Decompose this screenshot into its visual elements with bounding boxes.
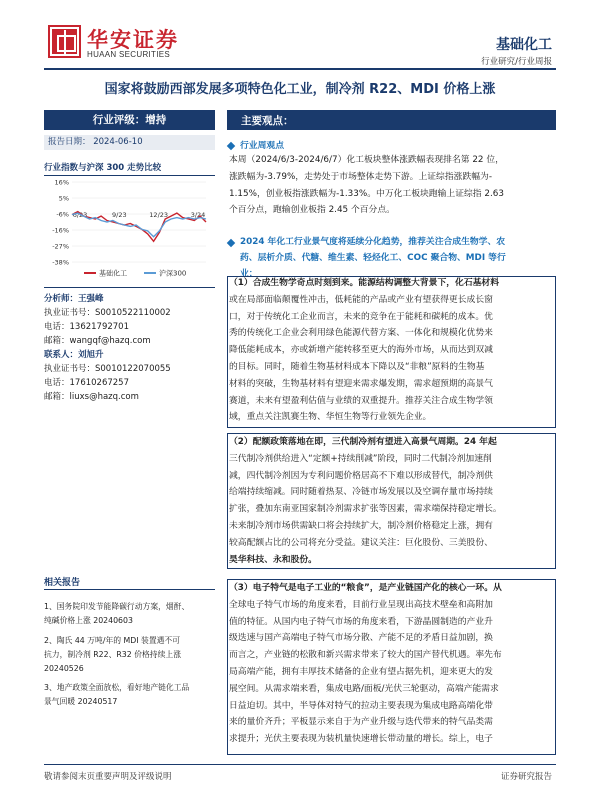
x-tick-label: 9/23 bbox=[112, 211, 127, 220]
report-category: 基础化工 bbox=[496, 37, 552, 53]
text-line: 本周（2024/6/3-2024/6/7）化工板块整体涨跌幅表现排名第 22 位， bbox=[229, 155, 504, 165]
contact-phone: 电话：17610267257 bbox=[44, 378, 129, 388]
text-line-bold: （3）电子特气是电子工业的“粮食”，是产业链国产化的核心一环。从 bbox=[229, 583, 502, 593]
text-line: 秀的传统化工企业会利用绿色能源代替方案、一体化和规模化优势来 bbox=[229, 328, 493, 339]
text-line: 涨跌幅为-3.79%，走势处于市场整体走势下游。上证综指涨跌幅为- bbox=[229, 171, 493, 182]
heading-line: 2024 年化工行业景气度将延续分化趋势，推荐关注合成生物学、农 bbox=[240, 237, 506, 247]
electronic-gas-paragraph bbox=[229, 580, 555, 748]
index-comparison-chart bbox=[44, 176, 215, 282]
report-date: 报告日期： 2024-06-10 bbox=[44, 135, 215, 150]
weekly-view-paragraph bbox=[229, 152, 555, 219]
related-report-item[interactable] bbox=[44, 600, 215, 628]
text-line: 个百分点，跑输创业板指 2.45 个百分点。 bbox=[229, 205, 395, 216]
text-line-bold: 昊华科技、永和股份。 bbox=[229, 554, 317, 565]
text-line: 扩张，叠加东南亚国家制冷剂需求扩张等因素，需求端保持稳定增长。 bbox=[229, 504, 502, 515]
series-line bbox=[72, 213, 206, 237]
logo-english: HUAAN SECURITIES bbox=[87, 50, 171, 59]
text-line: 赛道，未来有望盈利估值与业绩的双重提升。推荐关注合成生物学领 bbox=[229, 395, 493, 406]
main-points-title: 主要观点： bbox=[241, 115, 294, 127]
heading-line: 药、层析介质、代糖、维生素、轻烃化工、COC 聚合物、MDI 等行 bbox=[240, 253, 506, 263]
legend-label: 基础化工 bbox=[99, 269, 127, 278]
text-line: 展空间。从需求端来看，集成电路/面板/光伏三轮驱动，高端产能需求 bbox=[229, 683, 499, 694]
analyst-name: 分析师：王强峰 bbox=[44, 294, 104, 304]
text-line: 降低能耗成本，亦或新增产能转移至更大的海外市场，从而达到双减 bbox=[229, 345, 493, 356]
related-report-item[interactable] bbox=[44, 634, 215, 676]
page-title: 国家将鼓励西部发展多项特色化工业，制冷剂 R22、MDI 价格上涨 bbox=[104, 82, 496, 97]
related-report-line: 3、地产政策全面放松，看好地产链化工品 bbox=[44, 683, 190, 692]
text-line: 值的特征。从国内电子特气市场的角度来看，下游晶圆制造的产业升 bbox=[229, 616, 493, 627]
x-tick-label: 6/23 bbox=[72, 211, 88, 220]
text-line: 域，重点关注凯赛生物、华恒生物等行业领先企业。 bbox=[229, 412, 432, 423]
text-line: 全球电子特气市场的角度来看，目前行业呈现出高技术壁垒和高附加 bbox=[229, 599, 493, 610]
text-line: 的目标。同时，随着生物基材料成本下降以及“非粮”原料的生物基 bbox=[229, 361, 485, 372]
chart-title: 行业指数与沪深 300 走势比较 bbox=[44, 163, 162, 173]
legend-label: 沪深300 bbox=[159, 269, 187, 278]
text-line bbox=[229, 434, 555, 451]
text-line: 而言之，产业链的松散和新兴需求带来了较大的国产替代机遇。率先布 bbox=[229, 650, 502, 661]
contact-divider bbox=[44, 287, 215, 288]
text-line bbox=[229, 580, 555, 597]
text-line bbox=[229, 552, 555, 569]
text-line: 较高配额占比的公司将充分受益。建议关注：巨化股份、三美股份、 bbox=[229, 537, 493, 548]
contact-email[interactable]: 邮箱：liuxs@hazq.com bbox=[44, 392, 139, 402]
footer-label: 证券研究报告 bbox=[500, 772, 552, 782]
text-line: 1.15%，创业板指涨跌幅为-1.33%。中万化工板块跑输上证综指 2.63 bbox=[229, 188, 504, 199]
related-report-line: 20240526 bbox=[44, 664, 84, 673]
analyst-email[interactable]: 邮箱：wangqf@hazq.com bbox=[44, 336, 151, 346]
text-line: 材料的突破，生物基材料有望迎来需求爆发期，需求超预期的高景气 bbox=[229, 378, 493, 389]
text-line: 未来制冷剂市场供需缺口将会持续扩大，制冷剂价格稳定上涨，拥有 bbox=[229, 520, 493, 531]
related-reports-title: 相关报告 bbox=[44, 578, 81, 588]
main-points-header bbox=[227, 110, 556, 130]
y-tick-label: 5% bbox=[58, 194, 69, 203]
weekly-view-heading: 行业周观点 bbox=[240, 141, 284, 151]
industry-rating: 行业评级：增持 bbox=[44, 110, 215, 130]
y-tick-label: -27% bbox=[52, 242, 69, 251]
footer-disclaimer[interactable]: 敬请参阅末页重要声明及评级说明 bbox=[44, 772, 172, 782]
synthetic-biology-paragraph bbox=[229, 275, 555, 426]
text-line: 三代制冷剂供给进入“定额+持续削减”阶段，同时二代制冷剂加速削 bbox=[229, 453, 492, 464]
text-line: 求提升；光伏主要表现为装机量快速增长带动量的增长。综上，电子 bbox=[229, 734, 493, 745]
related-report-line: 2、陶氏 44 万吨/年的 MDI 装置遇不可 bbox=[44, 636, 181, 645]
analyst-phone: 电话：13621792701 bbox=[44, 322, 129, 332]
heading-line: 业： bbox=[240, 269, 258, 279]
related-report-line: 1、国务院印发节能降碳行动方案，烟酐、 bbox=[44, 602, 190, 611]
text-line: 级迭速与国产高端电子特气市场分散、产能不足的矛盾日益加剧，换 bbox=[229, 633, 493, 644]
header-divider bbox=[44, 68, 556, 70]
text-line-bold: （2）配额政策落地在即，三代制冷剂有望进入高景气周期。24 年起 bbox=[229, 437, 497, 447]
refrigerant-paragraph bbox=[229, 434, 555, 568]
bullet-icon bbox=[227, 142, 235, 150]
text-line: 或在局部面临颠覆性冲击，低耗能的产品或产业有望获得更长成长窗 bbox=[229, 294, 493, 305]
y-tick-label: -38% bbox=[52, 258, 69, 267]
text-line bbox=[229, 275, 555, 292]
report-subtitle: 行业研究/行业周报 bbox=[481, 57, 552, 67]
contact-cert: 执业证书号：S0010122070055 bbox=[44, 364, 171, 374]
analyst-cert: 执业证书号：S0010522110002 bbox=[44, 308, 171, 318]
related-report-line: 纯碱价格上涨 20240603 bbox=[44, 616, 133, 625]
logo-text: 华安证券 bbox=[87, 27, 179, 52]
related-report-item[interactable] bbox=[44, 681, 215, 709]
text-line: 局高端产能，拥有丰厚技术储备的企业有望占据先机，迎来更大的发 bbox=[229, 666, 493, 677]
text-line: 日益迫切。其中，半导体对特气的拉动主要表现为集成电路高端化带 bbox=[229, 700, 493, 711]
text-line: 来的量价齐升；平板显示来自于为产业升级与迭代带来的特气品类需 bbox=[229, 717, 493, 728]
related-report-line: 抗力，制冷剂 R22、R32 价格持续上涨 bbox=[44, 650, 181, 659]
y-tick-label: 16% bbox=[54, 178, 69, 187]
x-tick-label: 3/24 bbox=[190, 211, 206, 220]
logo-mark bbox=[48, 25, 81, 58]
related-report-line: 景气回暖 20240517 bbox=[44, 697, 118, 706]
contact-name: 联系人：刘旭升 bbox=[44, 350, 104, 360]
text-line-bold: （1）合成生物学奇点时刻到来。能源结构调整大背景下，化石基材料 bbox=[229, 278, 500, 288]
y-tick-label: -16% bbox=[52, 226, 69, 235]
text-line: 减，四代制冷剂因为专利问题价格居高不下难以形成替代，制冷剂供 bbox=[229, 470, 493, 481]
y-tick-label: -6% bbox=[56, 210, 69, 219]
text-line: 口，对于传统化工企业而言，未来的竞争在于能耗和碳耗的成本。优 bbox=[229, 311, 493, 322]
bullet-icon bbox=[227, 239, 235, 247]
text-line: 给端持续缩减。同时随着热泵、冷链市场发展以及空调存量市场持续 bbox=[229, 487, 493, 498]
footer-divider bbox=[44, 764, 556, 765]
related-reports-rule bbox=[44, 589, 215, 590]
x-tick-label: 12/23 bbox=[149, 211, 169, 220]
